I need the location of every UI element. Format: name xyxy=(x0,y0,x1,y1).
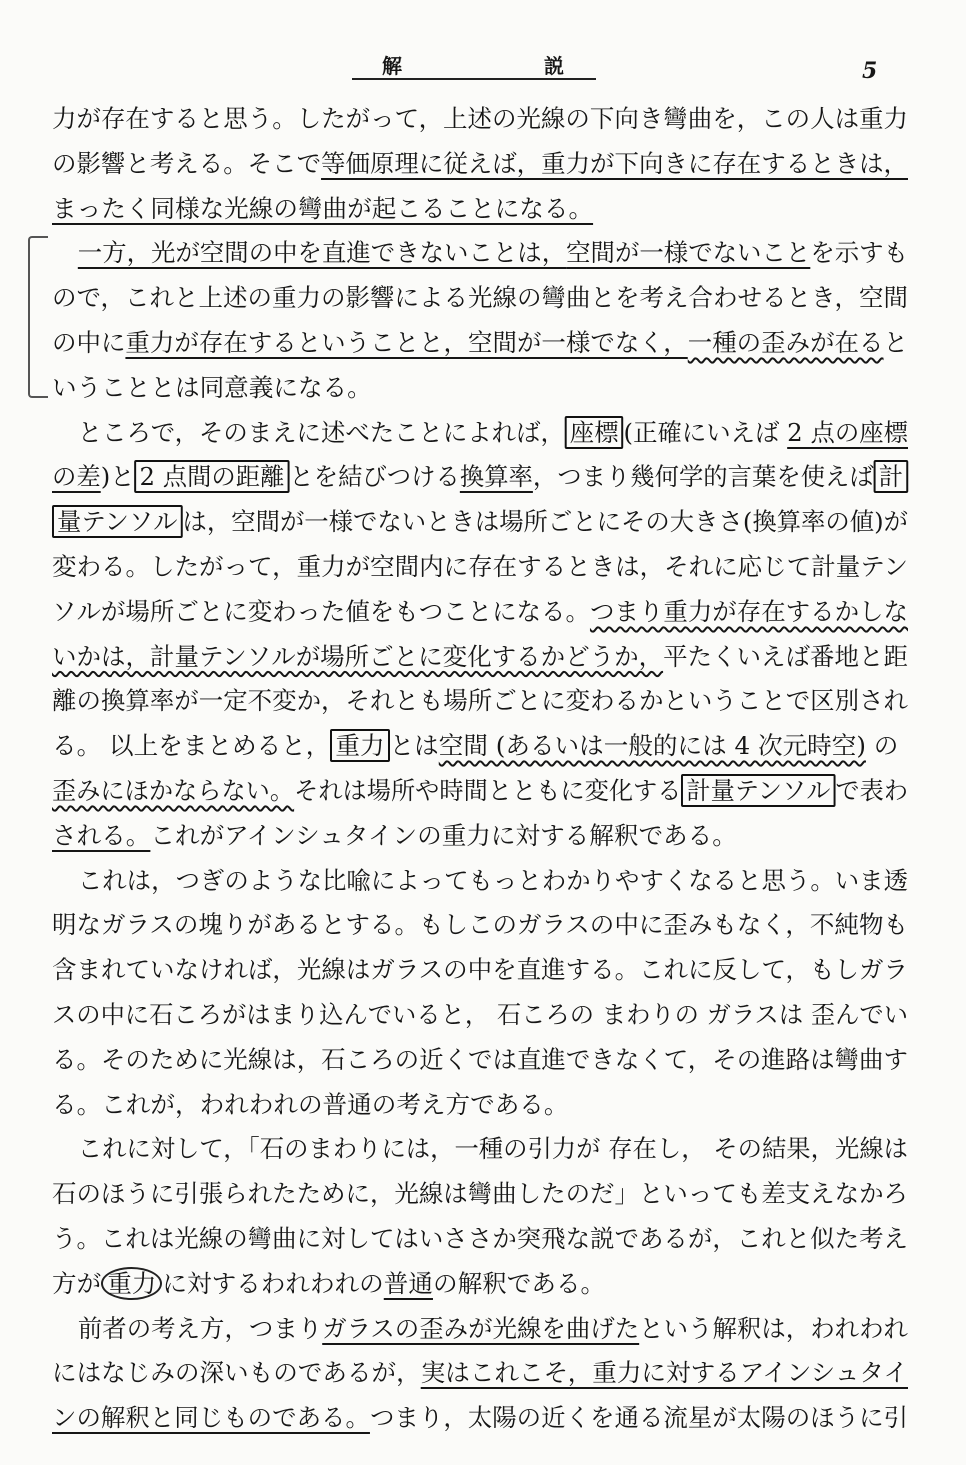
underlined-text: 2 点の座標 xyxy=(787,417,908,447)
text-run: これがアインシュタインの重力に対する解釈である。 xyxy=(150,820,737,850)
boxed-text: 2 点間の距離 xyxy=(135,460,290,493)
text-line xyxy=(52,366,908,411)
text-line xyxy=(52,500,908,545)
boxed-text: 重力 xyxy=(330,729,389,762)
text-run: にはなじみの深いものであるが， xyxy=(52,1358,421,1388)
text-run: は，空間が一様でないときは場所ごとにその大きさ(換算率の値)が xyxy=(182,507,908,537)
margin-bracket-annotation xyxy=(28,236,48,398)
underlined-text: 空間が一様でなく， xyxy=(468,327,688,357)
text-line xyxy=(52,948,908,993)
text-run: とを結びつける xyxy=(289,462,460,492)
underlined-text: ガラスの歪みが光線を曲げた xyxy=(322,1313,640,1343)
text-line xyxy=(52,1307,908,1352)
running-header xyxy=(0,0,966,100)
text-line xyxy=(52,724,908,769)
text-run: で表わ xyxy=(835,775,908,805)
text-line xyxy=(52,1396,908,1441)
text-run: ので，これと上述の重力の影響による光線の彎曲とを考え合わせるとき，空間 xyxy=(52,283,908,313)
text-run: スの中に石ころがはまり込んでいると， 石ころの まわりの ガラスは 歪んでい xyxy=(52,999,908,1029)
text-line xyxy=(52,1351,908,1396)
underlined-text: 空間が一様でないこと xyxy=(566,238,811,268)
wavy-underlined-text: 一種の歪みが在る xyxy=(687,327,884,357)
text-run: る。そのために光線は，石ころの近くでは直進できなくて，その進路は彎曲す xyxy=(52,1044,908,1074)
text-line xyxy=(52,1127,908,1172)
text-run: る。これが，われわれの普通の考え方である。 xyxy=(52,1089,569,1119)
text-run: ，つまり幾何学的言葉を使えば xyxy=(532,462,874,492)
text-line xyxy=(52,321,908,366)
text-line xyxy=(52,455,908,500)
text-line xyxy=(52,1038,908,1083)
header-rule xyxy=(352,78,596,80)
text-line xyxy=(52,545,908,590)
underlined-text: 重力が存在するということと， xyxy=(125,327,469,357)
header-title-left: 解 xyxy=(382,54,406,78)
underlined-text: 普通 xyxy=(383,1268,433,1298)
underlined-text: ンの解釈と同じものである。 xyxy=(52,1403,370,1433)
text-line xyxy=(52,769,908,814)
text-run: 離の換算率が一定不変か，それとも場所ごとに変わるかということで区別され xyxy=(52,686,908,716)
boxed-text: 座標 xyxy=(565,416,624,449)
underlined-text: 換算率 xyxy=(459,462,533,492)
header-title xyxy=(360,50,590,79)
underlined-text: 等価原理に従えば，重力が下向きに存在するときは， xyxy=(321,148,909,178)
text-line xyxy=(52,859,908,904)
text-line xyxy=(52,411,908,456)
underlined-text: の差 xyxy=(52,462,101,492)
boxed-text: 計 xyxy=(874,460,908,493)
text-run: 石のほうに引張られたために，光線は彎曲したのだ」といっても差支えなかろ xyxy=(52,1179,908,1209)
text-run: に対するわれわれの xyxy=(162,1268,384,1298)
text-run: る。 以上をまとめると， xyxy=(52,731,331,761)
text-run: いうこととは同意義になる。 xyxy=(52,372,372,402)
boxed-text: 量テンソル xyxy=(52,505,183,538)
text-line xyxy=(52,276,908,321)
text-run: とは xyxy=(389,731,439,761)
text-line xyxy=(52,903,908,948)
text-run: 力が存在すると思う。したがって，上述の光線の下向き彎曲を，この人は重力 xyxy=(52,104,908,133)
text-run: 前者の考え方，つまり xyxy=(77,1313,323,1343)
wavy-underlined-text: つまり重力が存在するかしな xyxy=(589,596,908,626)
text-line xyxy=(52,187,908,232)
underlined-text: される。 xyxy=(52,820,151,850)
text-run: 変わる。したがって，重力が空間内に存在するときは，それに応じて計量テン xyxy=(52,551,908,581)
text-line xyxy=(52,1262,908,1307)
underlined-text: 実はこれこそ，重力に対するアインシュタイ xyxy=(420,1358,908,1388)
underlined-text: 一方，光が空間の中を直進できないことは， xyxy=(77,238,567,268)
text-run: という解釈は，われわれ xyxy=(639,1313,908,1343)
text-line xyxy=(52,97,908,142)
text-run: これは，つぎのような比喩によってもっとわかりやすくなると思う。いま透 xyxy=(77,865,909,895)
text-run: の解釈である。 xyxy=(432,1268,606,1298)
text-run: 明なガラスの塊りがあるとする。もしこのガラスの中に歪みもなく，不純物も xyxy=(52,910,908,940)
text-line xyxy=(52,679,908,724)
text-run: と xyxy=(883,327,908,357)
underlined-text: まったく同様な光線の彎曲が起こることになる。 xyxy=(52,193,594,223)
text-run: 方が xyxy=(52,1268,102,1298)
text-line xyxy=(52,231,908,276)
text-run: 平たくいえば番地と距 xyxy=(663,641,908,671)
page-number: 5 xyxy=(862,58,878,84)
text-run: の中に xyxy=(52,327,126,357)
text-run: の影響と考える。そこで xyxy=(52,148,322,178)
text-run: 含まれていなければ，光線はガラスの中を直進する。これに反して，もしガラ xyxy=(52,955,908,985)
header-title-right: 説 xyxy=(544,54,568,78)
text-line xyxy=(52,1217,908,1262)
text-line xyxy=(52,635,908,680)
text-run: それは場所や時間とともに変化する xyxy=(294,775,682,805)
boxed-text: 計量テンソル xyxy=(681,774,835,807)
body-text xyxy=(52,97,908,1441)
text-run: の xyxy=(865,731,899,761)
wavy-underlined-text: いかは，計量テンソルが場所ごとに変化するかどうか， xyxy=(52,641,664,671)
text-run: (正確にいえば xyxy=(623,417,788,447)
circled-text: 重力 xyxy=(101,1267,162,1300)
wavy-underlined-text: 歪みにほかならない。 xyxy=(52,775,295,805)
text-run: ソルが場所ごとに変わった値をもつことになる。 xyxy=(52,596,590,626)
text-line xyxy=(52,993,908,1038)
text-line xyxy=(52,814,908,859)
wavy-underlined-text: 空間 (あるいは一般的には 4 次元時空) xyxy=(438,731,866,761)
text-run: う。これは光線の彎曲に対してはいささか突飛な説であるが，これと似た考え xyxy=(52,1223,908,1253)
text-run: これに対して，「石のまわりには，一種の引力が 存在し， その結果，光線は xyxy=(77,1134,908,1164)
text-run: つまり，太陽の近くを通る流星が太陽のほうに引 xyxy=(369,1403,908,1433)
text-run: を示すも xyxy=(810,238,908,268)
text-line xyxy=(52,1172,908,1217)
text-run: ところで，そのまえに述べたことによれば， xyxy=(77,417,565,447)
text-line xyxy=(52,142,908,187)
text-line xyxy=(52,590,908,635)
text-line xyxy=(52,1083,908,1128)
text-run: )と xyxy=(100,462,135,492)
